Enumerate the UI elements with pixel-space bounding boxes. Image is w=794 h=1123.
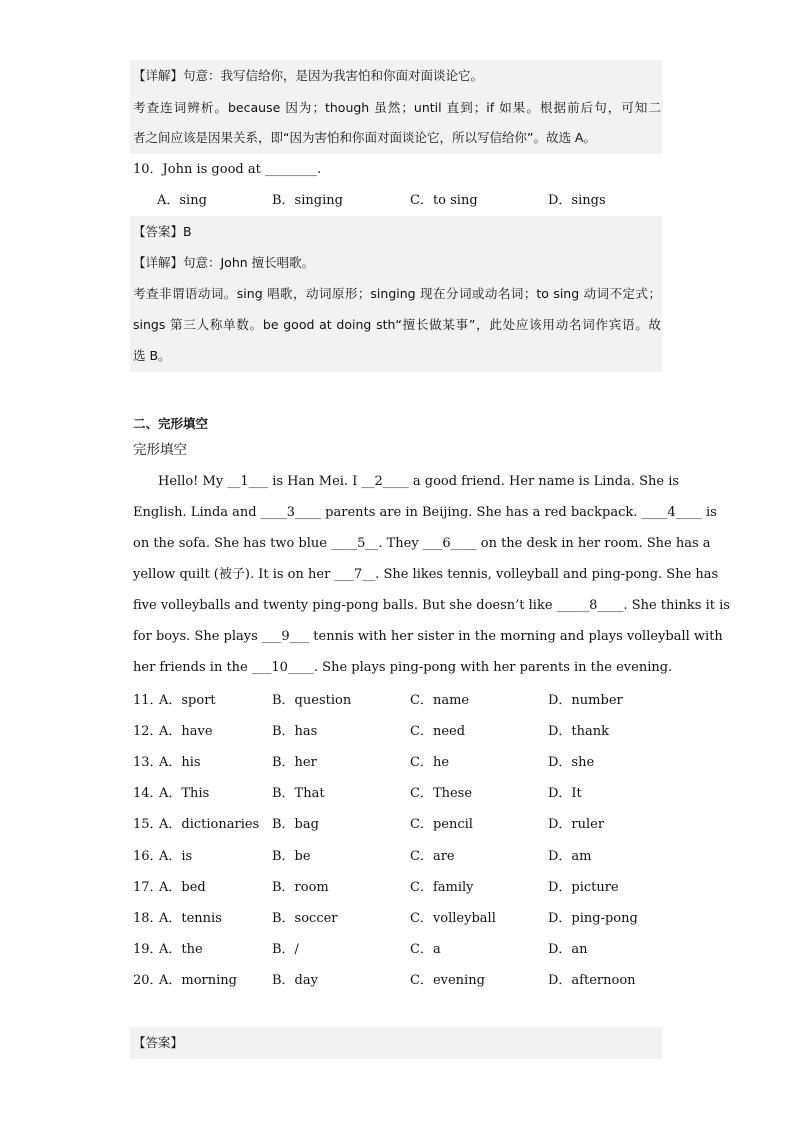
question-row — [133, 785, 663, 803]
question-number: 11． — [133, 693, 163, 708]
option-c: C．to sing — [410, 193, 478, 208]
option-d: D．afternoon — [548, 973, 636, 988]
option-c: C．pencil — [410, 817, 473, 832]
answer-label: 【答案】 — [133, 1035, 184, 1050]
explanation-line: sings 第三人称单数。be good at doing sth“擅长做某事”，此处应该用动名词作宾语。故 — [133, 317, 661, 332]
option-b: B．has — [272, 724, 318, 739]
question-number: 18． — [133, 911, 163, 926]
question-row — [133, 816, 663, 834]
option-b: B．singing — [272, 193, 343, 208]
option-a: A．the — [159, 942, 203, 957]
passage-line: on the sofa. She has two blue ____5__. They ___6____ on the desk in her room. She has a — [133, 536, 711, 551]
option-d: D．an — [548, 942, 588, 957]
option-a: A．morning — [159, 973, 237, 988]
question-row — [133, 692, 663, 710]
question-number: 16． — [133, 849, 163, 864]
option-c: C．evening — [410, 973, 485, 988]
section-heading: 二、完形填空 — [133, 416, 209, 431]
passage-line: five volleyballs and twenty ping-pong balls. But she doesn’t like _____8____. She thinks it is — [133, 598, 730, 613]
option-a: A．bed — [159, 880, 206, 895]
option-b: B．day — [272, 973, 318, 988]
option-b: B．room — [272, 880, 329, 895]
explanation-line: 考查连词辨析。because 因为；though 虽然；until 直到；if 如果。根据前后句，可知二 — [133, 100, 661, 115]
passage-line: English. Linda and ____3____ parents are in Beijing. She has a red backpack. ____4____ is — [133, 505, 717, 520]
option-d: D．picture — [548, 880, 619, 895]
explanation-line: 者之间应该是因果关系，即“因为害怕和你面对面谈论它，所以写信给你”。故选 A。 — [133, 130, 596, 145]
option-b: B．soccer — [272, 911, 338, 926]
option-b: B．question — [272, 693, 352, 708]
passage-line: for boys. She plays ___9___ tennis with her sister in the morning and plays volleyball with — [133, 629, 723, 644]
option-d: D．am — [548, 849, 592, 864]
question-row — [133, 879, 663, 897]
option-d: D．thank — [548, 724, 610, 739]
question-number: 14． — [133, 786, 163, 801]
option-c: C．are — [410, 849, 455, 864]
option-c: C．name — [410, 693, 470, 708]
option-c: C．family — [410, 880, 474, 895]
question-row — [133, 910, 663, 928]
explanation-line: 【详解】句意：John 擅长唱歌。 — [133, 255, 315, 270]
passage-line: her friends in the ___10____. She plays ping-pong with her parents in the evening. — [133, 660, 673, 675]
explanation-line: 选 B。 — [133, 348, 171, 363]
option-row — [133, 192, 663, 210]
question-row — [133, 848, 663, 866]
option-b: B．bag — [272, 817, 319, 832]
option-a: A．his — [159, 755, 201, 770]
option-a: A．sport — [159, 693, 216, 708]
option-d: D．ping-pong — [548, 911, 638, 926]
question-number: 12． — [133, 724, 163, 739]
option-a: A．have — [159, 724, 213, 739]
question-row — [133, 754, 663, 772]
option-c: C．volleyball — [410, 911, 496, 926]
option-c: C．a — [410, 942, 441, 957]
question-number: 19． — [133, 942, 163, 957]
option-a: A．dictionaries — [159, 817, 260, 832]
option-d: D．she — [548, 755, 595, 770]
explanation-line: 考查非谓语动词。sing 唱歌，动词原形；singing 现在分词或动名词；to sing 动词不定式； — [133, 286, 661, 301]
option-a: A．sing — [157, 193, 207, 208]
option-d: D．ruler — [548, 817, 605, 832]
section-subheading: 完形填空 — [133, 442, 187, 458]
option-c: C．These — [410, 786, 473, 801]
answer-label: 【答案】B — [133, 224, 192, 239]
question-number: 13． — [133, 755, 163, 770]
question-row — [133, 941, 663, 959]
option-d: D．number — [548, 693, 623, 708]
question-row — [133, 972, 663, 990]
option-a: A．tennis — [159, 911, 222, 926]
option-c: C．he — [410, 755, 450, 770]
question-number: 17． — [133, 880, 163, 895]
option-b: B．That — [272, 786, 325, 801]
option-a: A．is — [159, 849, 193, 864]
answer-box — [130, 1027, 662, 1059]
passage-line: Hello! My __1___ is Han Mei. I __2____ a good friend. Her name is Linda. She is — [158, 474, 680, 489]
question-stem: 10．John is good at ________. — [133, 162, 322, 177]
explanation-line: 【详解】句意：我写信给你，是因为我害怕和你面对面谈论它。 — [133, 68, 484, 83]
option-d: D．It — [548, 786, 582, 801]
question-number: 15． — [133, 817, 163, 832]
option-b: B．be — [272, 849, 311, 864]
passage-line: yellow quilt (被子). It is on her ___7__. She likes tennis, volleyball and ping-pong. She has — [133, 567, 719, 582]
question-number: 20． — [133, 973, 163, 988]
option-d: D．sings — [548, 193, 606, 208]
option-c: C．need — [410, 724, 466, 739]
question-row — [133, 723, 663, 741]
option-a: A．This — [159, 786, 210, 801]
option-b: B．her — [272, 755, 317, 770]
option-b: B．/ — [272, 942, 299, 957]
